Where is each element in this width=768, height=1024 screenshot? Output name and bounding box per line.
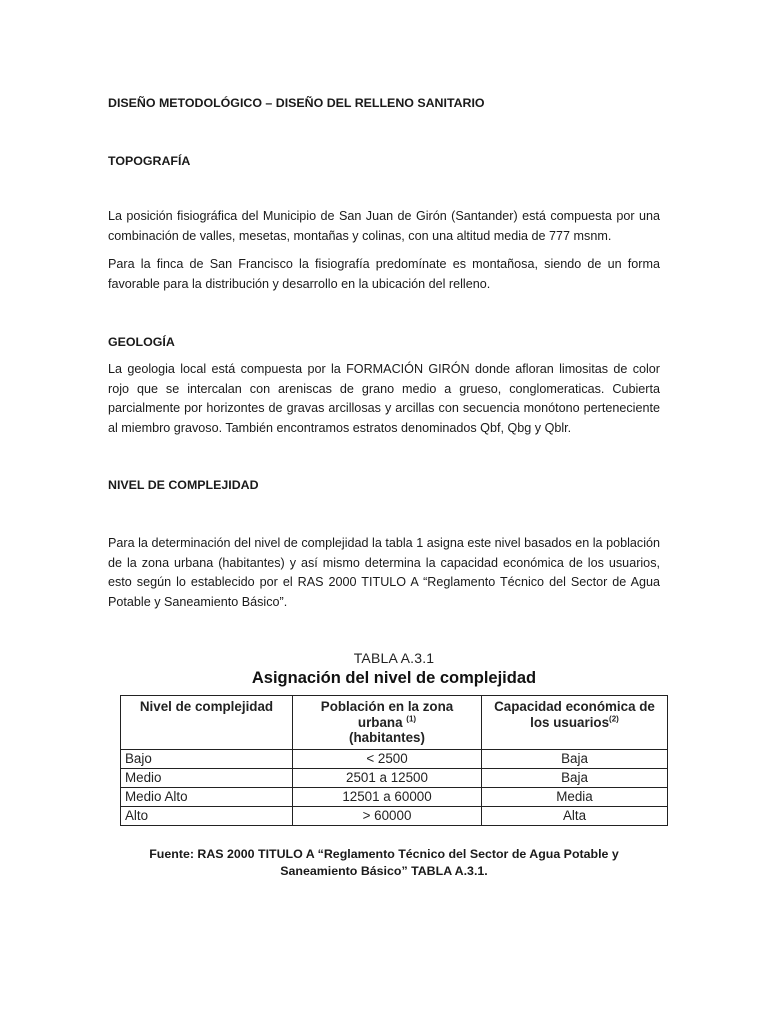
cell-poblacion: 2501 a 12500 [293, 769, 482, 788]
heading-nivel-complejidad: NIVEL DE COMPLEJIDAD [108, 478, 259, 492]
header-nivel: Nivel de complejidad [121, 696, 293, 750]
cell-nivel: Bajo [121, 750, 293, 769]
table-subtitle: Asignación del nivel de complejidad [251, 669, 537, 687]
complexity-table [120, 695, 668, 826]
header-capacidad: Capacidad económica de los usuarios$^{(2)}$ [482, 696, 668, 750]
table-header-row [121, 696, 668, 750]
table-row [121, 788, 668, 807]
paragraph-topografia-1: La posición fisiográfica del Municipio de San Juan de Girón (Santander) está compuesta por una combinación de valles, mesetas, montañas y colinas, con una altitud media de 777 msnm. [108, 209, 660, 243]
cell-poblacion: < 2500 [293, 750, 482, 769]
document-title: DISEÑO METODOLÓGICO – DISEÑO DEL RELLENO SANITARIO [108, 96, 485, 110]
complexity-table-figure [118, 650, 670, 826]
cell-poblacion: > 60000 [293, 807, 482, 826]
table-row [121, 769, 668, 788]
paragraph-nivel-complejidad-1: Para la determinación del nivel de complejidad la tabla 1 asigna este nivel basados en la población de la zona urbana (habitantes) y así mismo determina la capacidad económica de los usuarios, esto según lo establecido por el RAS 2000 TITULO A “Reglamento Técnico del Sector de Agua Potable y Saneamiento Básico”. [108, 536, 660, 609]
table-row [121, 750, 668, 769]
table-row [121, 807, 668, 826]
header-poblacion: Población en la zona urbana $^{(1)}$ (habitantes) [293, 696, 482, 750]
table-title: TABLA A.3.1 [353, 650, 435, 666]
heading-topografia: TOPOGRAFÍA [108, 154, 191, 168]
paragraph-topografia-2: Para la finca de San Francisco la fisiografía predomínate es montañosa, siendo de un forma favorable para la distribución y desarrollo en la ubicación del relleno. [108, 257, 660, 291]
cell-capacidad: Baja [482, 750, 668, 769]
cell-capacidad: Media [482, 788, 668, 807]
table-caption: Fuente: RAS 2000 TITULO A “Reglamento Técnico del Sector de Agua Potable y Saneamiento Básico” TABLA A.3.1. [149, 847, 619, 879]
cell-nivel: Alto [121, 807, 293, 826]
heading-geologia: GEOLOGÍA [108, 335, 175, 349]
cell-poblacion: 12501 a 60000 [293, 788, 482, 807]
cell-nivel: Medio Alto [121, 788, 293, 807]
cell-capacidad: Alta [482, 807, 668, 826]
cell-capacidad: Baja [482, 769, 668, 788]
paragraph-geologia-1: La geologia local está compuesta por la FORMACIÓN GIRÓN donde afloran limositas de color rojo que se intercalan con areniscas de grano medio a grueso, conglomeraticas. Cubierta parcialmente por horizontes de gravas arcillosas y arcillas con secuencia monótono perteneciente al miembro gravoso. También encontramos estratos denominados Qbf, Qbg y Qblr. [108, 362, 660, 435]
cell-nivel: Medio [121, 769, 293, 788]
